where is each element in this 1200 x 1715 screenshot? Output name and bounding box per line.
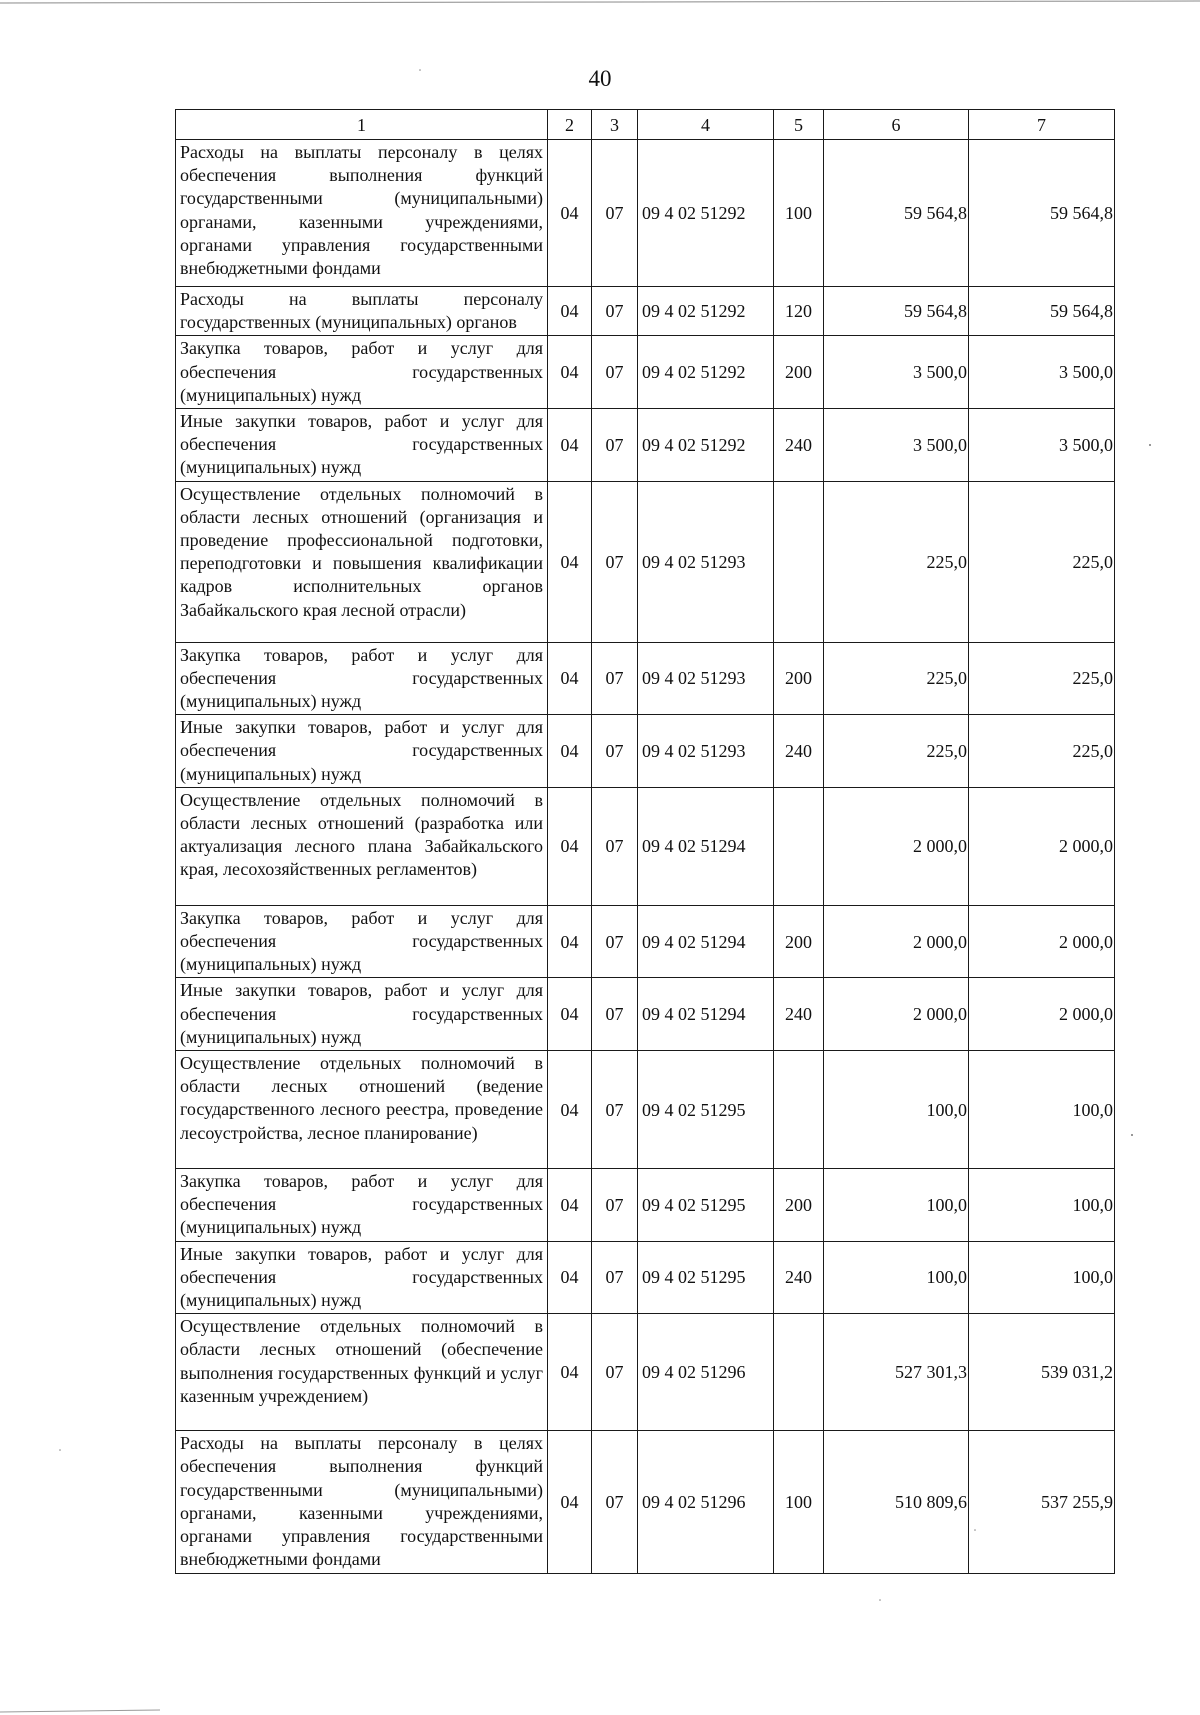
- page-number: 40: [588, 66, 612, 91]
- subsection-code-cell: 07: [592, 905, 638, 978]
- target-article-cell: 09 4 02 51294: [638, 905, 774, 978]
- column-header: 1: [176, 110, 548, 140]
- target-article-cell: 09 4 02 51294: [638, 787, 774, 905]
- expense-name-cell: Иные закупки товаров, работ и услуг для обеспечения государственных (муниципальных) нужд: [176, 978, 548, 1051]
- budget-table: [175, 109, 1115, 1574]
- target-article-cell: 09 4 02 51293: [638, 642, 774, 715]
- amount-year-1-cell: 225,0: [824, 715, 969, 788]
- table-row: [176, 1051, 1115, 1169]
- table-row: [176, 715, 1115, 788]
- table-row: [176, 1241, 1115, 1314]
- amount-year-2-cell: 539 031,2: [969, 1314, 1115, 1431]
- section-code-cell: 04: [548, 715, 592, 788]
- target-article-cell: 09 4 02 51296: [638, 1431, 774, 1573]
- expense-type-cell: 200: [774, 905, 824, 978]
- subsection-code-cell: 07: [592, 1241, 638, 1314]
- amount-year-1-cell: 100,0: [824, 1169, 969, 1242]
- amount-year-2-cell: 225,0: [969, 642, 1115, 715]
- expense-name-cell: Осуществление отдельных полномочий в области лесных отношений (организация и проведение профессиональной подготовки, переподготовки и повышения квалификации кадров исполнительных органов Забайкальского края лесной отрасли): [176, 481, 548, 642]
- subsection-code-cell: 07: [592, 1431, 638, 1573]
- expense-type-cell: 120: [774, 287, 824, 336]
- amount-year-2-cell: 2 000,0: [969, 905, 1115, 978]
- subsection-code-cell: 07: [592, 978, 638, 1051]
- table-header-row: [176, 110, 1115, 140]
- table-row: [176, 642, 1115, 715]
- amount-year-2-cell: 225,0: [969, 481, 1115, 642]
- section-code-cell: 04: [548, 978, 592, 1051]
- expense-name-cell: Осуществление отдельных полномочий в области лесных отношений (обеспечение выполнения государственных функций и услуг казенным учреждением): [176, 1314, 548, 1431]
- amount-year-1-cell: 59 564,8: [824, 140, 969, 287]
- expense-name-cell: Расходы на выплаты персоналу в целях обеспечения выполнения функций государственными (муниципальными) органами, казенными учреждениями, органами управления государственными внебюджетными фондами: [176, 1431, 548, 1573]
- amount-year-2-cell: 59 564,8: [969, 140, 1115, 287]
- subsection-code-cell: 07: [592, 140, 638, 287]
- amount-year-1-cell: 3 500,0: [824, 409, 969, 482]
- amount-year-1-cell: 2 000,0: [824, 978, 969, 1051]
- subsection-code-cell: 07: [592, 409, 638, 482]
- section-code-cell: 04: [548, 1314, 592, 1431]
- expense-name-cell: Иные закупки товаров, работ и услуг для обеспечения государственных (муниципальных) нужд: [176, 715, 548, 788]
- amount-year-2-cell: 59 564,8: [969, 287, 1115, 336]
- target-article-cell: 09 4 02 51295: [638, 1169, 774, 1242]
- table-row: [176, 409, 1115, 482]
- section-code-cell: 04: [548, 1241, 592, 1314]
- subsection-code-cell: 07: [592, 787, 638, 905]
- target-article-cell: 09 4 02 51294: [638, 978, 774, 1051]
- amount-year-1-cell: 59 564,8: [824, 287, 969, 336]
- amount-year-1-cell: 225,0: [824, 642, 969, 715]
- table-row: [176, 1431, 1115, 1573]
- subsection-code-cell: 07: [592, 642, 638, 715]
- amount-year-2-cell: 100,0: [969, 1051, 1115, 1169]
- section-code-cell: 04: [548, 1431, 592, 1573]
- expense-type-cell: 100: [774, 140, 824, 287]
- section-code-cell: 04: [548, 642, 592, 715]
- amount-year-1-cell: 100,0: [824, 1241, 969, 1314]
- amount-year-2-cell: 537 255,9: [969, 1431, 1115, 1573]
- expense-type-cell: 240: [774, 978, 824, 1051]
- column-header: 7: [969, 110, 1115, 140]
- column-header: 4: [638, 110, 774, 140]
- section-code-cell: 04: [548, 287, 592, 336]
- expense-type-cell: 200: [774, 1169, 824, 1242]
- target-article-cell: 09 4 02 51292: [638, 140, 774, 287]
- section-code-cell: 04: [548, 336, 592, 409]
- subsection-code-cell: 07: [592, 1169, 638, 1242]
- amount-year-2-cell: 2 000,0: [969, 978, 1115, 1051]
- column-header: 2: [548, 110, 592, 140]
- column-header: 3: [592, 110, 638, 140]
- target-article-cell: 09 4 02 51295: [638, 1051, 774, 1169]
- table-row: [176, 481, 1115, 642]
- target-article-cell: 09 4 02 51293: [638, 715, 774, 788]
- expense-type-cell: 240: [774, 715, 824, 788]
- amount-year-2-cell: 100,0: [969, 1241, 1115, 1314]
- expense-type-cell: 200: [774, 336, 824, 409]
- expense-type-cell: 240: [774, 409, 824, 482]
- table-row: [176, 1314, 1115, 1431]
- section-code-cell: 04: [548, 1169, 592, 1242]
- expense-type-cell: [774, 1314, 824, 1431]
- expense-name-cell: Осуществление отдельных полномочий в области лесных отношений (разработка или актуализация лесного плана Забайкальского края, лесохозяйственных регламентов): [176, 787, 548, 905]
- amount-year-2-cell: 100,0: [969, 1169, 1115, 1242]
- table-row: [176, 787, 1115, 905]
- amount-year-1-cell: 2 000,0: [824, 787, 969, 905]
- expense-name-cell: Иные закупки товаров, работ и услуг для обеспечения государственных (муниципальных) нужд: [176, 1241, 548, 1314]
- section-code-cell: 04: [548, 409, 592, 482]
- amount-year-2-cell: 2 000,0: [969, 787, 1115, 905]
- amount-year-1-cell: 225,0: [824, 481, 969, 642]
- section-code-cell: 04: [548, 905, 592, 978]
- section-code-cell: 04: [548, 481, 592, 642]
- table-row: [176, 287, 1115, 336]
- expense-name-cell: Расходы на выплаты персоналу в целях обеспечения выполнения функций государственными (муниципальными) органами, казенными учреждениями, органами управления государственными внебюджетными фондами: [176, 140, 548, 287]
- section-code-cell: 04: [548, 140, 592, 287]
- amount-year-1-cell: 3 500,0: [824, 336, 969, 409]
- subsection-code-cell: 07: [592, 336, 638, 409]
- subsection-code-cell: 07: [592, 287, 638, 336]
- table-row: [176, 140, 1115, 287]
- expense-name-cell: Закупка товаров, работ и услуг для обеспечения государственных (муниципальных) нужд: [176, 336, 548, 409]
- expense-name-cell: Закупка товаров, работ и услуг для обеспечения государственных (муниципальных) нужд: [176, 1169, 548, 1242]
- target-article-cell: 09 4 02 51296: [638, 1314, 774, 1431]
- expense-type-cell: [774, 481, 824, 642]
- subsection-code-cell: 07: [592, 1314, 638, 1431]
- table-row: [176, 336, 1115, 409]
- subsection-code-cell: 07: [592, 1051, 638, 1169]
- amount-year-2-cell: 225,0: [969, 715, 1115, 788]
- section-code-cell: 04: [548, 787, 592, 905]
- expense-name-cell: Осуществление отдельных полномочий в области лесных отношений (ведение государственного лесного реестра, проведение лесоустройства, лесное планирование): [176, 1051, 548, 1169]
- amount-year-2-cell: 3 500,0: [969, 336, 1115, 409]
- amount-year-1-cell: 527 301,3: [824, 1314, 969, 1431]
- expense-name-cell: Иные закупки товаров, работ и услуг для обеспечения государственных (муниципальных) нужд: [176, 409, 548, 482]
- target-article-cell: 09 4 02 51293: [638, 481, 774, 642]
- expense-type-cell: [774, 787, 824, 905]
- amount-year-1-cell: 510 809,6: [824, 1431, 969, 1573]
- table-body: [176, 140, 1115, 1574]
- subsection-code-cell: 07: [592, 715, 638, 788]
- expense-type-cell: 240: [774, 1241, 824, 1314]
- table-row: [176, 1169, 1115, 1242]
- amount-year-1-cell: 2 000,0: [824, 905, 969, 978]
- amount-year-2-cell: 3 500,0: [969, 409, 1115, 482]
- column-header: 6: [824, 110, 969, 140]
- expense-name-cell: Расходы на выплаты персоналу государственных (муниципальных) органов: [176, 287, 548, 336]
- target-article-cell: 09 4 02 51292: [638, 336, 774, 409]
- target-article-cell: 09 4 02 51292: [638, 409, 774, 482]
- expense-name-cell: Закупка товаров, работ и услуг для обеспечения государственных (муниципальных) нужд: [176, 642, 548, 715]
- section-code-cell: 04: [548, 1051, 592, 1169]
- expense-type-cell: 200: [774, 642, 824, 715]
- expense-name-cell: Закупка товаров, работ и услуг для обеспечения государственных (муниципальных) нужд: [176, 905, 548, 978]
- amount-year-1-cell: 100,0: [824, 1051, 969, 1169]
- expense-type-cell: [774, 1051, 824, 1169]
- column-header: 5: [774, 110, 824, 140]
- table-row: [176, 905, 1115, 978]
- target-article-cell: 09 4 02 51295: [638, 1241, 774, 1314]
- expense-type-cell: 100: [774, 1431, 824, 1573]
- table-row: [176, 978, 1115, 1051]
- target-article-cell: 09 4 02 51292: [638, 287, 774, 336]
- subsection-code-cell: 07: [592, 481, 638, 642]
